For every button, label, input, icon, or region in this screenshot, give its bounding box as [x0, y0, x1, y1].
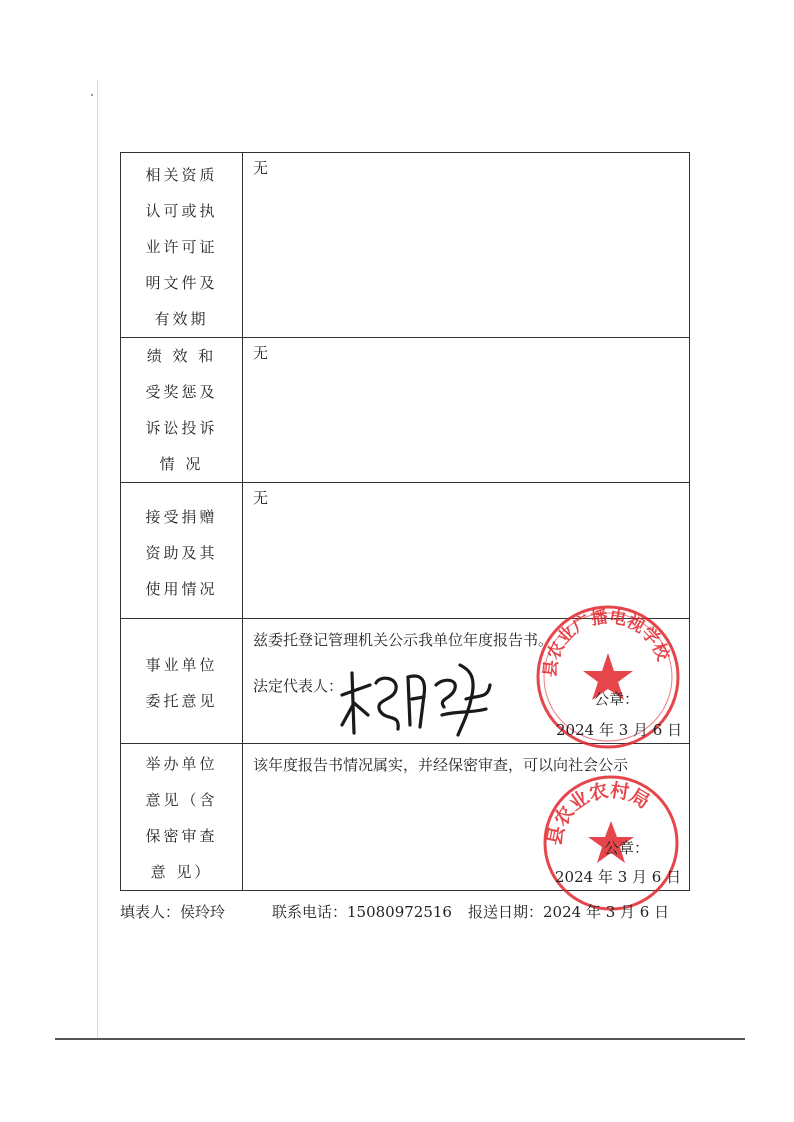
label-line: 情 况: [159, 455, 204, 473]
scan-edge-left: [97, 80, 98, 1040]
qualification-value: 无: [253, 159, 269, 177]
scan-edge-bottom: [55, 1038, 745, 1040]
label-line: 保密审查: [145, 827, 218, 845]
signature: [340, 655, 500, 740]
row-label: [121, 483, 243, 619]
label-line: 诉讼投诉: [145, 419, 218, 437]
donation-value: 无: [253, 489, 269, 507]
label-line: 业许可证: [145, 238, 218, 256]
row-label: [121, 744, 243, 891]
seal-label: 公章：: [594, 690, 640, 708]
label-line: 事业单位: [145, 656, 218, 674]
performance-value: 无: [253, 344, 269, 362]
seal-label: 公章：: [604, 839, 650, 857]
label-line: 使用情况: [145, 580, 218, 598]
label-line: 举办单位: [145, 755, 218, 773]
svg-text:县农业农村局: 县农业农村局: [543, 779, 654, 848]
contact-phone: 联系电话：15080972516: [272, 903, 452, 921]
label-line: 明文件及: [145, 274, 218, 292]
row-content: [243, 338, 690, 483]
label-line: 有效期: [154, 310, 209, 328]
row-content: [243, 483, 690, 619]
legal-rep-label: 法定代表人：: [253, 677, 344, 695]
table-row: [121, 483, 690, 619]
entrust-statement: 兹委托登记管理机关公示我单位年度报告书。: [253, 631, 554, 649]
row-label: [121, 153, 243, 338]
filler-name: 填表人：侯玲玲: [120, 903, 226, 921]
label-line: 受奖惩及: [145, 383, 218, 401]
label-line: 认可或执: [145, 202, 218, 220]
table-row: [121, 338, 690, 483]
row-label: [121, 619, 243, 744]
label-line: 资助及其: [145, 544, 218, 562]
svg-text:县农业广播电视学校: 县农业广播电视学校: [540, 607, 673, 679]
sponsor-statement: 该年度报告书情况属实，并经保密审查，可以向社会公示: [253, 756, 629, 774]
scan-speck: [91, 94, 93, 96]
row-label: [121, 338, 243, 483]
label-line: 委托意见: [145, 692, 218, 710]
label-line: 相关资质: [145, 166, 218, 184]
label-line: 接受捐赠: [145, 508, 218, 526]
sponsor-date: 2024 年 3 月 6 日: [555, 868, 682, 886]
label-line: 意 见）: [150, 863, 213, 881]
entrust-date: 2024 年 3 月 6 日: [556, 721, 683, 739]
label-line: 意见（含: [145, 791, 218, 809]
row-content: [243, 153, 690, 338]
label-line: 绩 效 和: [146, 347, 217, 365]
table-row: [121, 153, 690, 338]
submit-date: 报送日期：2024 年 3 月 6 日: [468, 903, 670, 921]
